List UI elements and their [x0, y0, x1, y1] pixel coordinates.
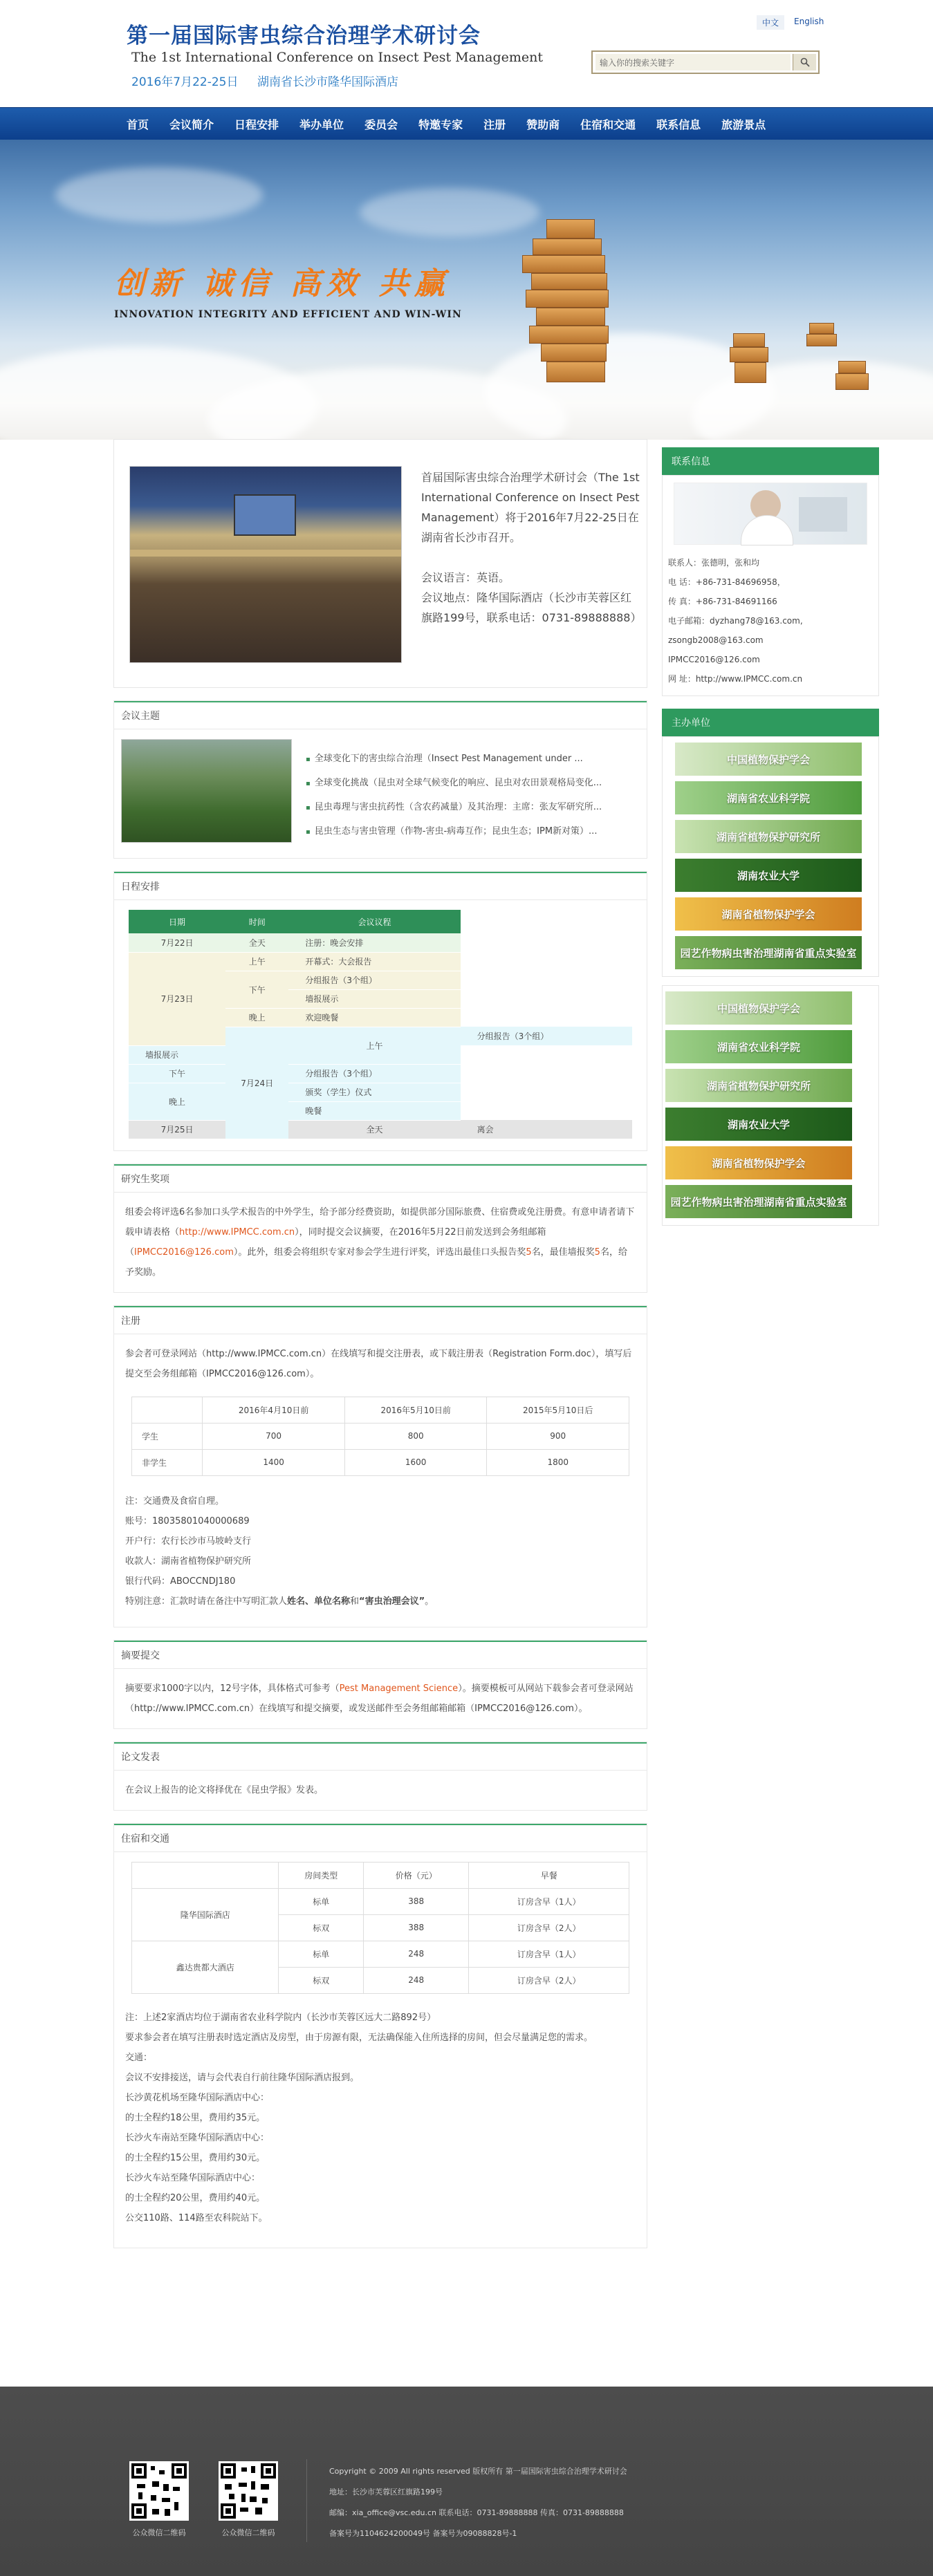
organizer-logo[interactable]: 湖南省植物保护研究所 — [665, 1069, 852, 1102]
intro-venue: 会议地点：隆华国际酒店（长沙市芙蓉区红旗路199号，联系电话：0731-89888888） — [421, 591, 642, 624]
email-link[interactable]: IPMCC2016@126.com — [134, 1247, 234, 1258]
contact-line: 电子邮箱：dyzhang78@163.com, — [668, 616, 803, 626]
table-row: 晚上 颁奖（学生）仪式 — [129, 1083, 632, 1101]
main-column — [113, 439, 647, 2248]
abstract-title: 摘要提交 — [114, 1641, 647, 1669]
organizer-logo[interactable]: 湖南省植物保护研究所 — [675, 820, 862, 853]
hero-banner — [0, 140, 933, 440]
organizer-logo[interactable]: 湖南省农业科学院 — [665, 1030, 852, 1063]
theme-title: 会议主题 — [114, 701, 647, 729]
hotel-price-table: 房间类型 价格（元） 早餐 隆华国际酒店 标单 388 订房含早（1人） 标双 388 订房含早（2人） 鑫达贵都大酒店 标单 248 订房含早（1人） 标双 248 订房含早（2人） — [131, 1862, 629, 1994]
banner-slogan-en: INNOVATION INTEGRITY AND EFFICIENT AND WIN-WIN — [114, 309, 462, 320]
organizer-logo[interactable]: 中国植物保护学会 — [665, 991, 852, 1025]
intro-paragraph: 首届国际害虫综合治理学术研讨会（The 1st International Conference on Insect Pest Management）将于2016年7月22-25日在湖南省长沙市召开。 — [421, 471, 640, 544]
intro-section — [113, 439, 647, 688]
table-row: 墙报展示 — [129, 989, 632, 1008]
table-row: 7月23日 上午 开幕式：大会报告 — [129, 952, 632, 971]
award-panel — [113, 1164, 647, 1293]
intro-language: 会议语言：英语。 — [421, 571, 510, 584]
contact-line: 电 话：+86-731-84696958， — [668, 577, 786, 587]
nav-item[interactable]: 注册 — [483, 118, 506, 131]
abstract-text: 摘要要求1000字以内，12号字体，具体格式可参考（Pest Management Science）。摘要模板可从网站下载参会者可登录网站（http://www.IPMCC.com.cn）在线填写和提交摘要，或发送邮件至会务组邮箱邮箱（IPMCC2016@126.com）。 — [125, 1683, 634, 1714]
organizer-logo[interactable]: 湖南省植物保护学会 — [675, 897, 862, 931]
contact-title: 联系信息 — [662, 447, 879, 475]
table-row: 标双 388 订房含早（2人） — [132, 1914, 629, 1941]
schedule-title: 日程安排 — [114, 872, 647, 900]
theme-item[interactable]: ▪ 昆虫生态与害虫管理（作物-害虫-病毒互作；昆虫生态；IPM新对策）... — [306, 820, 624, 844]
organizer-logo[interactable]: 中国植物保护学会 — [675, 743, 862, 776]
banner-slogan: 创新 诚信 高效 共赢 — [114, 266, 450, 301]
table-row: 墙报展示 — [129, 1045, 632, 1064]
header — [0, 0, 933, 107]
nav-item[interactable]: 特邀专家 — [418, 118, 463, 131]
qr-label: 公众微信二维码 — [132, 2528, 186, 2537]
table-row: 鑫达贵都大酒店 标单 248 订房含早（1人） — [132, 1941, 629, 1967]
table-row: 7月24日 上午 分组报告（3个组） — [129, 1027, 632, 1045]
lang-chinese-link[interactable]: 中文 — [757, 15, 784, 30]
organizer-logo[interactable]: 湖南农业大学 — [675, 859, 862, 892]
registration-title: 注册 — [114, 1306, 647, 1334]
contact-line: zsongb2008@163.com — [668, 635, 764, 645]
nav-item[interactable]: 举办单位 — [299, 118, 344, 131]
table-row: 学生 700 800 900 — [132, 1423, 629, 1449]
bank-name: 开户行：农行长沙市马坡岭支行 — [125, 1536, 252, 1547]
footer-address: 地址：长沙市芙蓉区红旗路199号 — [329, 2488, 443, 2496]
nav-item[interactable]: 旅游景点 — [721, 118, 766, 131]
hotel-note-2: 要求参会者在填写注册表时选定酒店及房型，由于房源有限，无法确保能入住所选择的房间，但会尽量满足您的需求。 — [125, 2032, 593, 2043]
contact-line: 传 真：+86-731-84691166 — [668, 597, 777, 606]
publication-panel — [113, 1742, 647, 1811]
contact-box — [662, 475, 879, 696]
nav-item[interactable]: 首页 — [127, 118, 149, 131]
traffic-heading: 交通： — [125, 2052, 153, 2063]
field-spraying-photo — [121, 739, 292, 843]
organizer-logo[interactable]: 湖南省农业科学院 — [675, 781, 862, 814]
contact-line: 联系人：张德明，张和均 — [668, 558, 760, 568]
schedule-panel — [113, 871, 647, 1151]
language-switcher — [757, 15, 825, 30]
nav-item[interactable]: 会议简介 — [169, 118, 214, 131]
theme-item[interactable]: ▪ 全球变化挑战（昆虫对全球气候变化的响应、昆虫对农田景观格局变化... — [306, 772, 624, 796]
sidebar — [662, 447, 879, 1226]
registration-note: 注：交通费及食宿自理。 — [125, 1495, 225, 1506]
copyright: Copyright © 2009 All rights reserved 版权所有 第一届国际害虫综合治理学术研讨会 — [329, 2467, 627, 2476]
qr-code-icon — [221, 2463, 276, 2519]
website-link[interactable]: http://www.IPMCC.com.cn — [179, 1226, 295, 1238]
customer-service-image — [674, 483, 867, 545]
registration-intro: 参会者可登录网站（http://www.IPMCC.com.cn）在线填写和提交注册表，或下载注册表（Registration Form.doc），填写后提交至会务组邮箱（IPMCC2016@126.com）。 — [125, 1348, 632, 1379]
main-nav — [0, 107, 933, 140]
table-row: 下午 分组报告（3个组） — [129, 971, 632, 989]
search-input[interactable] — [595, 54, 791, 71]
bank-account: 账号：18035801040000689 — [125, 1515, 250, 1527]
publication-text: 在会议上报告的论文将择优在《昆虫学报》发表。 — [125, 1784, 324, 1795]
registration-fee-table: 2016年4月10日前 2016年5月10日前 2015年5月10日后 学生 700 800 900 非学生 1400 1600 1800 — [131, 1397, 629, 1476]
organizer-logo[interactable]: 园艺作物病虫害治理湖南省重点实验室 — [665, 1185, 852, 1218]
nav-item[interactable]: 住宿和交通 — [580, 118, 636, 131]
contact-line: 网 址：http://www.IPMCC.com.cn — [668, 674, 803, 684]
table-row: 非学生 1400 1600 1800 — [132, 1449, 629, 1475]
organizer-logo-list-2 — [662, 985, 879, 1226]
table-row: 隆华国际酒店 标单 388 订房含早（1人） — [132, 1888, 629, 1914]
table-row: 7月25日 全天 离会 — [129, 1120, 632, 1139]
registration-panel — [113, 1305, 647, 1627]
site-title[interactable]: 第一届国际害虫综合治理学术研讨会 — [127, 24, 481, 48]
payee: 收款人：湖南省植物保护研究所 — [125, 1556, 252, 1567]
footer-divider — [306, 2459, 307, 2542]
lodging-panel: 住宿和交通 房间类型 价格（元） 早餐 隆华国际酒店 标单 388 订房含早（1人） 标双 388 订房含早（2人） 鑫达贵都大酒店 标单 248 订房含早（1人） 标双 248 订房含早（2人） 注：上述2家酒店均位于湖南省农业科学院内（长沙市芙蓉区远大二路892号） 要求参会者在填写注册表时选定酒店及房型，由于房源有限，无法确保能入住所选择的房间，但会尽量满足您的需求。 交通： 会议不安排接送，请与会代表自行前往隆华国际酒店报到。 长沙黄花机场至隆华国际酒店中心： 的士全程约18公里，费用约35元。 长沙火车南站至隆华国际酒店中心： 的士全程约15公里，费用约30元。 长沙火车站至隆华国际酒店中心： 的士全程约20公里，费用约40元。 公交110路、114路至农科院站下。 — [113, 1823, 647, 2248]
award-title: 研究生奖项 — [114, 1164, 647, 1193]
conference-hall-photo — [129, 466, 402, 663]
table-row: 晚餐 — [129, 1101, 632, 1120]
organizers-title: 主办单位 — [662, 709, 879, 736]
search-box — [591, 50, 820, 74]
contact-line: IPMCC2016@126.com — [668, 655, 760, 664]
nav-item[interactable]: 赞助商 — [526, 118, 560, 131]
table-row: 下午 分组报告（3个组） — [129, 1064, 632, 1083]
table-row: 晚上 欢迎晚餐 — [129, 1008, 632, 1027]
wechat-qr-code — [129, 2461, 189, 2521]
schedule-header-agenda: 会议议程 — [288, 910, 460, 933]
nav-item[interactable]: 委员会 — [364, 118, 398, 131]
conference-date: 2016年7月22-25日 — [131, 75, 239, 89]
wechat-qr-code-2 — [219, 2461, 278, 2521]
bank-code: 银行代码：ABOCCNDJ180 — [125, 1576, 236, 1587]
schedule-table — [129, 910, 632, 1139]
abstract-panel — [113, 1640, 647, 1729]
organizer-logo[interactable]: 湖南省植物保护学会 — [665, 1146, 852, 1179]
search-button[interactable] — [793, 54, 816, 71]
footer-icp: 备案号为1104624200049号 备案号为09088828号-1 — [329, 2529, 517, 2538]
hotel-note: 注：上述2家酒店均位于湖南省农业科学院内（长沙市芙蓉区远大二路892号） — [125, 2012, 436, 2023]
publication-title: 论文发表 — [114, 1742, 647, 1771]
schedule-header-date: 日期 — [129, 910, 225, 933]
lang-english-link[interactable]: English — [794, 17, 824, 26]
table-row: 7月22日 全天 注册：晚会安排 — [129, 933, 632, 952]
theme-item[interactable]: ▪ 昆虫毒理与害虫抗药性（含农药减量）及其治理：主席：张友军研究所... — [306, 796, 624, 820]
footer-contact: 邮编：xia_office@vsc.edu.cn 联系电话：0731-89888888 传真：0731-89888888 — [329, 2508, 624, 2517]
journal-link[interactable]: Pest Management Science — [339, 1683, 459, 1694]
qr-code-icon — [131, 2463, 187, 2519]
footer-info — [329, 2461, 627, 2544]
theme-item[interactable]: ▪ 全球变化下的害虫综合治理（Insect Pest Management under ... — [306, 747, 624, 772]
organizer-logo[interactable]: 湖南农业大学 — [665, 1108, 852, 1141]
table-row: 标双 248 订房含早（2人） — [132, 1967, 629, 1993]
award-text: 组委会将评选6名参加口头学术报告的中外学生，给予部分经费资助，如提供部分国际旅费、住宿费或免注册费。有意申请者请下载申请表格（http://www.IPMCC.com.cn），同时提交会议摘要，在2016年5月22日前发送到会务组邮箱（IPMCC2016@126.com）。此外，组委会将组织专家对参会学生进行评奖，评选出最佳口头报告奖5名，最佳墙报奖5名，给予奖励。 — [125, 1206, 635, 1278]
theme-panel — [113, 700, 647, 859]
site-subtitle: The 1st International Conference on Insect Pest Management — [131, 50, 544, 65]
nav-item[interactable]: 联系信息 — [656, 118, 701, 131]
schedule-header-time: 时间 — [225, 910, 288, 933]
search-icon — [800, 57, 810, 67]
organizer-logo[interactable]: 园艺作物病虫害治理湖南省重点实验室 — [675, 936, 862, 969]
nav-item[interactable]: 日程安排 — [234, 118, 279, 131]
lodging-title: 住宿和交通 — [114, 1824, 647, 1852]
qr-label-2: 公众微信二维码 — [221, 2528, 275, 2537]
payment-special-note: 特别注意：汇款时请在备注中写明汇款人姓名、单位名称和“害虫治理会议”。 — [125, 1596, 434, 1607]
organizer-logo-list — [662, 736, 879, 977]
conference-venue: 湖南省长沙市隆华国际酒店 — [257, 75, 398, 89]
footer — [0, 2387, 933, 2576]
